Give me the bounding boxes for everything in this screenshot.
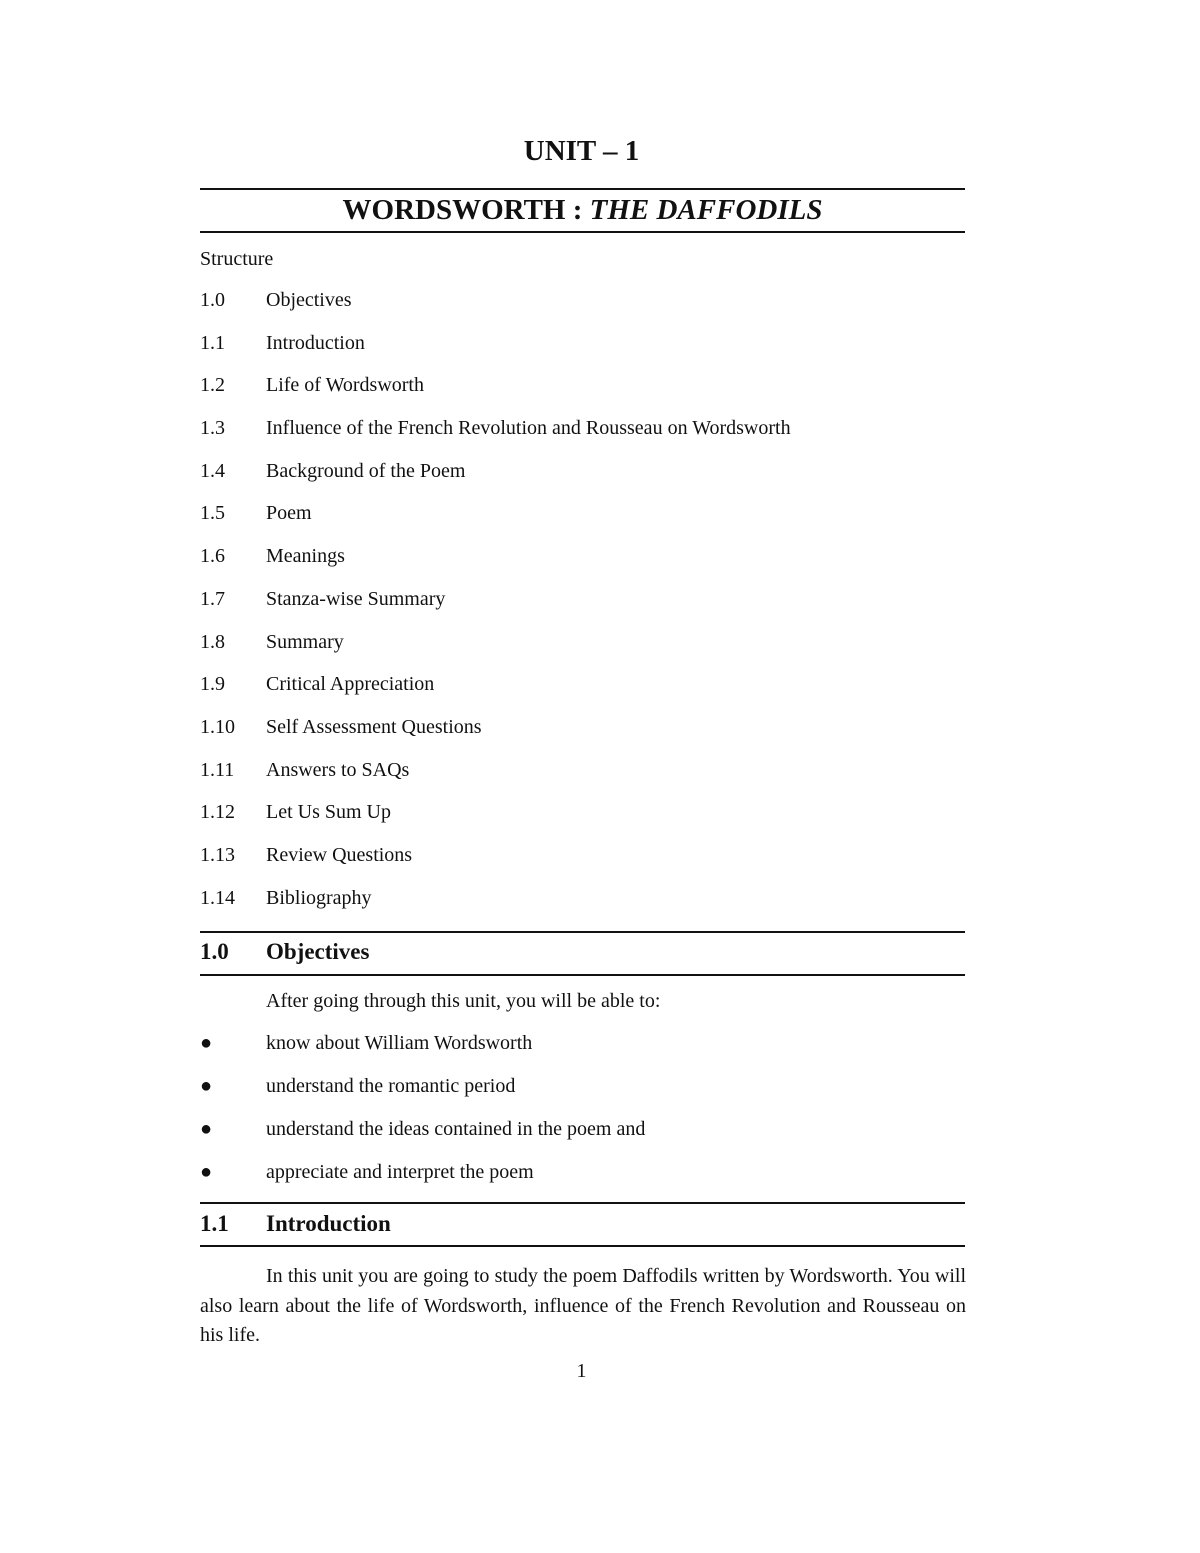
toc-item [200,374,791,417]
toc-label: Meanings [266,545,345,568]
introduction-bottom-rule [200,1245,965,1247]
bullet-icon: ● [200,1161,213,1183]
toc-label: Critical Appreciation [266,673,435,696]
section-number: 1.0 [200,939,229,964]
bullet-icon: ● [200,1075,213,1097]
toc-number: 1.8 [200,630,225,653]
page-number: 1 [576,1360,587,1382]
introduction-top-rule [200,1202,965,1204]
objectives-intro: After going through this unit, you will be able to: [266,990,661,1012]
toc-item [200,716,791,759]
section-title: Introduction [266,1211,391,1236]
toc-number: 1.4 [200,459,225,482]
bullet-icon: ● [200,1032,213,1054]
list-item-text: understand the ideas contained in the poem and [266,1118,646,1140]
objectives-heading [200,939,369,965]
toc-label: Let Us Sum Up [266,801,391,824]
toc-item [200,801,791,844]
bullet-icon: ● [200,1118,213,1140]
toc-label: Answers to SAQs [266,758,410,781]
toc-number: 1.13 [200,843,235,866]
toc-number: 1.0 [200,289,225,311]
list-item-text: understand the romantic period [266,1075,516,1097]
toc-number: 1.5 [200,502,225,525]
chapter-author: WORDSWORTH : [342,194,590,226]
toc-label: Stanza-wise Summary [266,587,446,610]
structure-label: Structure [200,248,274,270]
toc-item [200,545,791,588]
toc-item [200,631,791,674]
objectives-bottom-rule [200,974,965,976]
toc-label: Life of Wordsworth [266,374,424,397]
toc-item [200,460,791,503]
toc-label: Poem [266,502,312,525]
chapter-title [200,194,965,227]
toc-number: 1.9 [200,673,225,696]
toc-label: Introduction [266,331,365,354]
toc-item [200,673,791,716]
toc-item [200,887,791,930]
title-bottom-rule [200,231,965,233]
list-item [200,1161,645,1204]
introduction-paragraph: In this unit you are going to study the poem Daffodils written by Wordsworth. You will also learn about the life of Wordsworth, influence of the French Revolution and Rousseau on his life. [200,1265,966,1346]
unit-title: UNIT – 1 [523,135,640,167]
toc-label: Review Questions [266,843,413,866]
title-top-rule [200,188,965,190]
list-item-text: know about William Wordsworth [266,1032,533,1054]
toc-number: 1.11 [200,758,235,781]
introduction-heading [200,1211,391,1237]
toc-label: Bibliography [266,886,372,909]
toc-number: 1.10 [200,715,235,738]
toc-label: Summary [266,630,344,653]
toc-item [200,759,791,802]
toc-number: 1.14 [200,886,235,909]
list-item [200,1075,645,1118]
toc-item [200,289,791,332]
objectives-list [200,1032,645,1204]
list-item [200,1118,645,1161]
toc-label: Self Assessment Questions [266,715,482,738]
toc-item [200,844,791,887]
chapter-poem-title: THE DAFFODILS [589,194,823,226]
objectives-top-rule [200,931,965,933]
section-title: Objectives [266,939,370,964]
table-of-contents [200,289,791,929]
toc-number: 1.2 [200,374,225,397]
toc-item [200,502,791,545]
toc-number: 1.6 [200,545,225,568]
toc-label: Objectives [266,289,352,311]
toc-number: 1.7 [200,587,225,610]
toc-item [200,588,791,631]
section-number: 1.1 [200,1211,229,1236]
toc-number: 1.3 [200,417,225,440]
list-item [200,1032,645,1075]
toc-item [200,332,791,375]
toc-item [200,417,791,460]
list-item-text: appreciate and interpret the poem [266,1161,534,1183]
toc-number: 1.12 [200,801,235,824]
toc-label: Background of the Poem [266,459,466,482]
toc-label: Influence of the French Revolution and Rousseau on Wordsworth [266,417,791,440]
toc-number: 1.1 [200,331,225,354]
